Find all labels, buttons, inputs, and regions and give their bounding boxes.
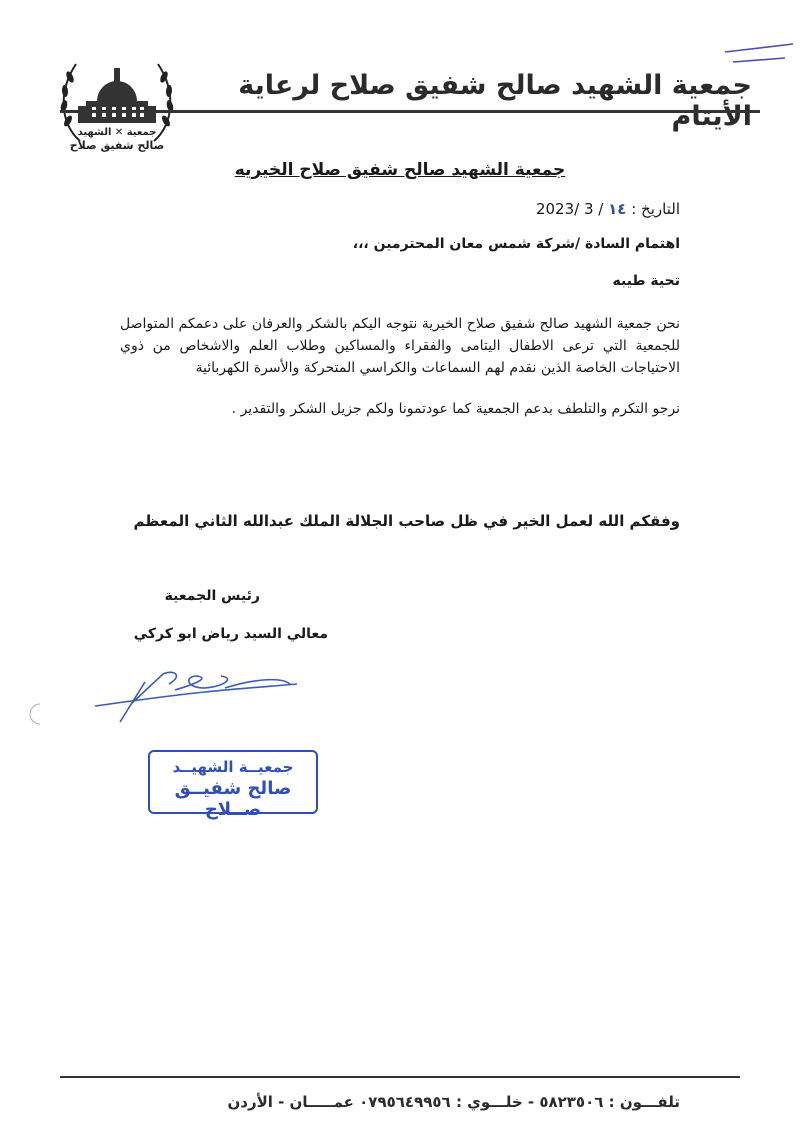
signatory-name: معالي السيد رياض ابو كركي xyxy=(133,626,328,642)
logo-text-bottom: صالح شفيق صلاح xyxy=(69,139,165,152)
footer-contact-info: تلفـــون : ٥٨٢٣٥٠٦ - خلـــوي : ٠٧٩٥٦٤٩٩٥٦ عمـــــان - الأردن xyxy=(227,1093,680,1111)
header-divider xyxy=(60,110,760,113)
date-line xyxy=(536,200,680,218)
letter-title: جمعية الشهيد صالح شفيق صلاح الخيريه xyxy=(234,160,566,180)
date-label: التاريخ : xyxy=(631,200,680,218)
scan-mark xyxy=(26,702,44,726)
greeting-line: تحية طيبه xyxy=(612,273,680,289)
handwritten-signature xyxy=(85,664,305,729)
footer-divider xyxy=(60,1076,740,1078)
date-value: / 3 /2023 xyxy=(535,200,604,218)
blessing-line: وفقكم الله لعمل الخير في ظل صاحب الجلالة الملك عبدالله الثاني المعظم xyxy=(133,512,680,530)
letter-body-paragraph: نحن جمعية الشهيد صالح شفيق صلاح الخيرية نتوجه اليكم بالشكر والعرفان على دعمكم المتواصل للجمعية التي ترعى الاطفال اليتامى والفقراء والمساكين وطلاب العلم والاشخاص من ذوي الاحتياجات الخاصة الذين نقدم لهم السماعات والكراسي المتحركة والأسرة الكهربائية xyxy=(120,316,680,376)
letterhead-title: جمعية الشهيد صالح شفيق صلاح لرعاية الأيتام xyxy=(238,70,752,132)
logo-text-top: جمعية ✕ الشهيد xyxy=(77,127,157,138)
pen-mark-lines xyxy=(715,40,795,80)
signatory-role: رئيس الجمعية xyxy=(164,588,260,604)
closing-paragraph: نرجو التكرم والتلطف بدعم الجمعية كما عودتمونا ولكم جزيل الشكر والتقدير . xyxy=(231,401,680,417)
date-handwritten-day: ١٤ xyxy=(608,200,627,218)
addressee-line: اهتمام السادة /شركة شمس معان المحترمين ،،، xyxy=(352,236,680,252)
stamp-line-bottom: صالح شفيــق صــلاح xyxy=(174,778,292,820)
association-stamp xyxy=(148,750,318,820)
stamp-line-top: جمعيــة الشهيــد xyxy=(172,758,294,776)
